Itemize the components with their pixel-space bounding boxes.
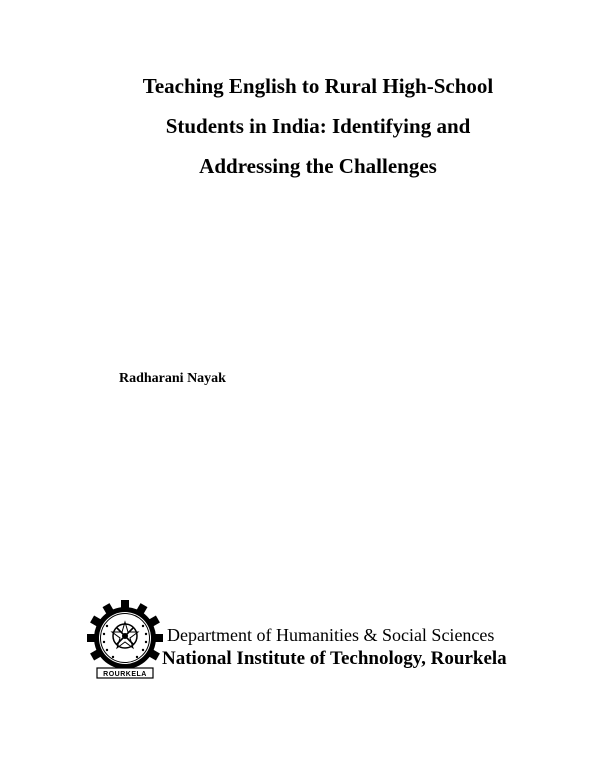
institute-name: National Institute of Technology, Rourkela <box>162 648 507 669</box>
author-name: Radharani Nayak <box>119 371 226 386</box>
title-line-3: Addressing the Challenges <box>199 154 437 178</box>
document-title <box>0 66 600 186</box>
nit-rourkela-emblem-icon <box>83 598 167 682</box>
title-line-1: Teaching English to Rural High-School <box>142 74 494 98</box>
department-name: Department of Humanities & Social Sciences <box>167 625 495 645</box>
svg-text:ROURKELA: ROURKELA <box>103 671 147 678</box>
title-line-2: Students in India: Identifying and <box>165 114 471 138</box>
